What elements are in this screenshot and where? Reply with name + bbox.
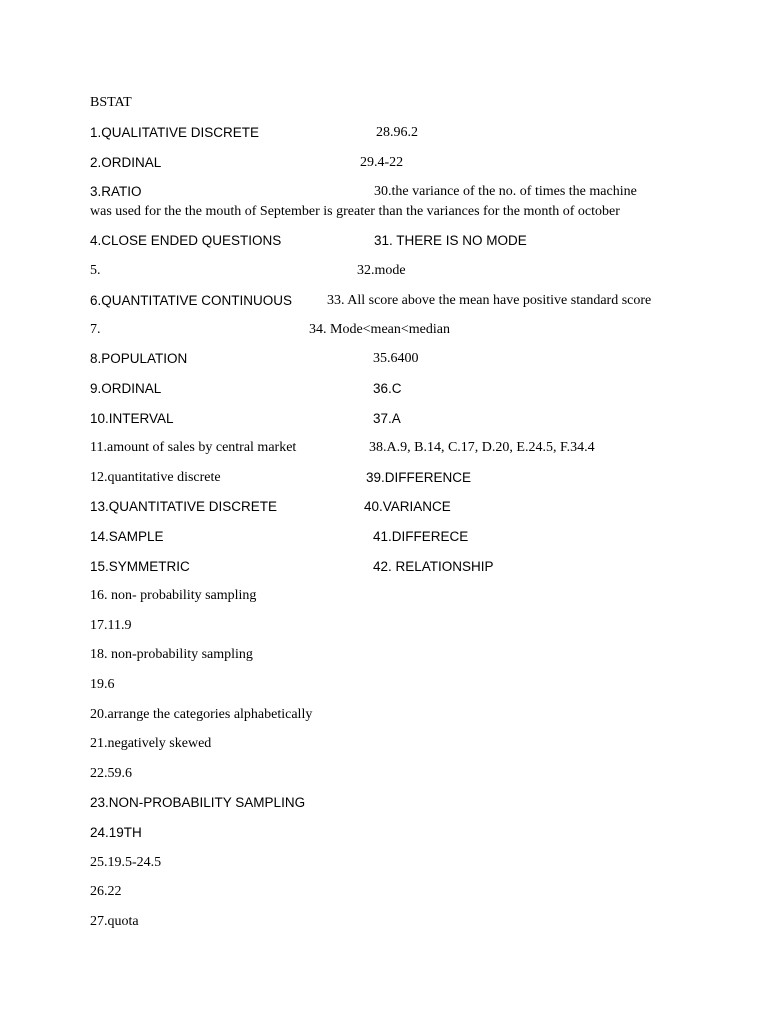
answer-10: 10.INTERVAL	[90, 411, 174, 426]
answer-2: 2.ORDINAL	[90, 155, 162, 170]
answer-39: 39.DIFFERENCE	[366, 470, 472, 485]
document-title: BSTAT	[90, 95, 132, 110]
answer-25: 25.19.5-24.5	[90, 855, 162, 870]
answer-22: 22.59.6	[90, 766, 132, 781]
answer-19: 19.6	[90, 677, 115, 692]
answer-20: 20.arrange the categories alphabetically	[90, 707, 313, 722]
answer-28: 28.96.2	[376, 125, 418, 140]
answer-41: 41.DIFFERECE	[373, 529, 469, 544]
answer-30-continued: was used for the the mouth of September is greater than the variances for the month of october	[90, 204, 620, 219]
answer-23: 23.NON-PROBABILITY SAMPLING	[90, 795, 306, 810]
answer-35: 35.6400	[373, 351, 419, 366]
answer-40: 40.VARIANCE	[364, 499, 451, 514]
answer-31: 31. THERE IS NO MODE	[374, 233, 527, 248]
answer-36: 36.C	[373, 381, 402, 396]
answer-37: 37.A	[373, 411, 401, 426]
answer-12: 12.quantitative discrete	[90, 470, 221, 485]
answer-27: 27.quota	[90, 914, 139, 929]
answer-29: 29.4-22	[360, 155, 404, 170]
answer-7: 7.	[90, 322, 101, 337]
answer-11: 11.amount of sales by central market	[90, 440, 297, 455]
answer-18: 18. non-probability sampling	[90, 647, 253, 662]
answer-8: 8.POPULATION	[90, 351, 188, 366]
answer-16: 16. non- probability sampling	[90, 588, 257, 603]
answer-13: 13.QUANTITATIVE DISCRETE	[90, 499, 278, 514]
answer-14: 14.SAMPLE	[90, 529, 164, 544]
answer-21: 21.negatively skewed	[90, 736, 212, 751]
answer-6: 6.QUANTITATIVE CONTINUOUS	[90, 293, 293, 308]
answer-9: 9.ORDINAL	[90, 381, 162, 396]
answer-4: 4.CLOSE ENDED QUESTIONS	[90, 233, 282, 248]
answer-34: 34. Mode<mean<median	[309, 322, 450, 337]
answer-42: 42. RELATIONSHIP	[373, 559, 494, 574]
answer-33: 33. All score above the mean have positive standard score	[327, 293, 652, 308]
answer-26: 26.22	[90, 884, 122, 899]
answer-15: 15.SYMMETRIC	[90, 559, 190, 574]
answer-5: 5.	[90, 263, 101, 278]
answer-24: 24.19TH	[90, 825, 142, 840]
answer-32: 32.mode	[357, 263, 406, 278]
answer-38: 38.A.9, B.14, C.17, D.20, E.24.5, F.34.4	[369, 440, 595, 455]
answer-17: 17.11.9	[90, 618, 132, 633]
answer-30: 30.the variance of the no. of times the machine	[374, 184, 637, 199]
answer-3: 3.RATIO	[90, 184, 142, 199]
answer-1: 1.QUALITATIVE DISCRETE	[90, 125, 260, 140]
